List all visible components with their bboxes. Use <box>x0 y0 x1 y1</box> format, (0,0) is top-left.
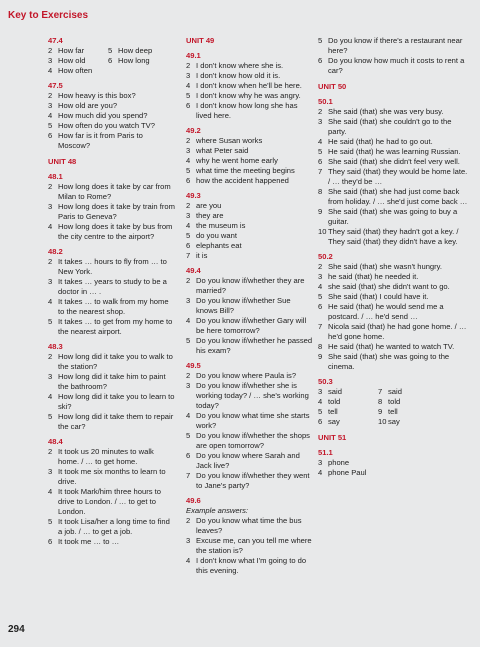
answer-item <box>318 352 468 372</box>
answer-item <box>318 147 468 157</box>
answer-text: It took me six months to learn to drive. <box>58 467 166 486</box>
answer-item <box>48 392 176 412</box>
answer-number: 5 <box>108 46 113 55</box>
answer-number: 5 <box>186 166 191 175</box>
answer-number: 3 <box>48 467 53 476</box>
exercise-heading: 49.6 <box>186 496 201 505</box>
answer-item <box>318 117 468 137</box>
answer-text: I don't know when he'll be here. <box>196 81 302 90</box>
answer-number: 6 <box>186 101 191 110</box>
answer-text: She said (that) she wasn't hungry. <box>328 262 443 271</box>
answer-number: 6 <box>318 157 323 166</box>
answer-item <box>48 317 176 337</box>
answer-text: Do you know if/whether Sue knows Bill? <box>196 296 291 315</box>
answer-pair <box>48 46 176 56</box>
answer-text: She said (that) she didn't feel very well. <box>328 157 460 166</box>
answer-number: 8 <box>378 397 383 406</box>
answer-text: She said (that) she was going to buy a guitar. <box>328 207 458 226</box>
answer-number: 5 <box>318 292 323 301</box>
answer-number: 5 <box>186 336 191 345</box>
answer-text: tell <box>388 407 398 416</box>
answer-item <box>48 517 176 537</box>
answer-text: told <box>388 397 401 406</box>
answer-number: 2 <box>48 352 53 361</box>
answer-text: It took us 20 minutes to walk home. / … to get home. <box>58 447 154 466</box>
answer-number: 4 <box>48 222 53 231</box>
answer-column-1 <box>48 36 176 547</box>
answer-pair <box>318 407 468 417</box>
answer-item <box>378 407 438 417</box>
answer-text: it is <box>196 251 208 260</box>
answer-item <box>186 176 314 186</box>
answer-number: 5 <box>318 407 323 416</box>
answer-number: 10 <box>378 417 387 426</box>
answer-number: 4 <box>186 411 191 420</box>
answer-item <box>186 431 314 451</box>
answer-item <box>318 157 468 167</box>
answer-item <box>318 56 468 76</box>
answer-pair <box>318 417 468 427</box>
answer-text: Do you know where Sarah and Jack live? <box>196 451 300 470</box>
answer-text: Do you know if/whether he passed his exam? <box>196 336 313 355</box>
answer-number: 7 <box>318 167 323 176</box>
answer-number: 9 <box>378 407 383 416</box>
answer-number: 6 <box>186 451 191 460</box>
answer-item <box>318 397 378 407</box>
answer-text: How long <box>118 56 150 65</box>
answer-number: 3 <box>318 458 323 467</box>
answer-number: 6 <box>186 176 191 185</box>
answer-text: say <box>388 417 400 426</box>
answer-number: 3 <box>48 277 53 286</box>
answer-number: 3 <box>186 296 191 305</box>
exercise-heading: 48.1 <box>48 172 63 181</box>
answer-item <box>48 66 176 76</box>
answer-item <box>48 56 108 66</box>
answer-text: How much did you spend? <box>58 111 148 120</box>
answer-text: It took Mark/him three hours to drive to London. / … to get to London. <box>58 487 161 516</box>
answer-text: She said (that) she couldn't go to the party. <box>328 117 452 136</box>
answer-item <box>378 417 438 427</box>
answer-item <box>48 131 176 151</box>
answer-text: She said (that) she had just come back from holiday. / … she'd just come back … <box>328 187 468 206</box>
answer-text: the museum is <box>196 221 246 230</box>
answer-number: 7 <box>186 471 191 480</box>
answer-item <box>186 471 314 491</box>
answer-number: 2 <box>48 182 53 191</box>
answer-item <box>186 221 314 231</box>
answer-text: elephants eat <box>196 241 242 250</box>
answer-number: 4 <box>48 487 53 496</box>
answer-item <box>186 381 314 411</box>
exercise-heading: 47.5 <box>48 81 63 90</box>
answer-number: 3 <box>48 101 53 110</box>
answer-text: Do you know if/whether they are married? <box>196 276 305 295</box>
answer-text: what Peter said <box>196 146 249 155</box>
answer-text: How deep <box>118 46 153 55</box>
answer-item <box>48 487 176 517</box>
exercise-heading: 49.5 <box>186 361 201 370</box>
answer-text: Do you know if/whether they went to Jane's party? <box>196 471 310 490</box>
answer-item <box>318 468 468 478</box>
answer-number: 3 <box>318 117 323 126</box>
answer-item <box>318 387 378 397</box>
answer-item <box>318 227 468 247</box>
answer-text: she said (that) she didn't want to go. <box>328 282 450 291</box>
answer-item <box>318 407 378 417</box>
answer-number: 5 <box>48 121 53 130</box>
answer-text: It takes … hours to fly from … to New York. <box>58 257 167 276</box>
answer-item <box>318 417 378 427</box>
answer-text: what time the meeting begins <box>196 166 295 175</box>
answer-item <box>48 352 176 372</box>
answer-item <box>318 137 468 147</box>
answer-number: 6 <box>48 537 53 546</box>
answer-number: 3 <box>186 211 191 220</box>
answer-item <box>186 201 314 211</box>
answer-item <box>318 262 468 272</box>
answer-text: How long does it take by car from Milan to Rome? <box>58 182 171 201</box>
answer-number: 2 <box>186 201 191 210</box>
answer-text: I don't know how old it is. <box>196 71 281 80</box>
answer-text: How far is it from Paris to Moscow? <box>58 131 143 150</box>
answer-item <box>48 91 176 101</box>
answer-text: phone Paul <box>328 468 367 477</box>
answer-number: 3 <box>186 381 191 390</box>
exercise-heading: 48.4 <box>48 437 63 446</box>
answer-number: 4 <box>186 556 191 565</box>
answer-text: She said (that) she was going to the cinema. <box>328 352 450 371</box>
exercise-heading: 47.4 <box>48 36 63 45</box>
answer-column-2 <box>186 36 314 576</box>
answer-item <box>48 467 176 487</box>
answer-item <box>318 207 468 227</box>
answer-item <box>318 187 468 207</box>
answer-number: 5 <box>186 431 191 440</box>
answer-number: 7 <box>378 387 383 396</box>
answer-text: Do you know what time the bus leaves? <box>196 516 302 535</box>
answer-number: 5 <box>186 91 191 100</box>
answer-number: 2 <box>48 91 53 100</box>
answer-text: told <box>328 397 341 406</box>
answer-text: they are <box>196 211 224 220</box>
exercise-heading: 50.1 <box>318 97 333 106</box>
answer-item <box>48 46 108 56</box>
answer-item <box>186 536 314 556</box>
exercise-heading: 49.2 <box>186 126 201 135</box>
answer-item <box>318 292 468 302</box>
exercise-heading: 49.1 <box>186 51 201 60</box>
answer-text: He said (that) he had to go out. <box>328 137 433 146</box>
answer-number: 3 <box>186 536 191 545</box>
unit-heading: UNIT 49 <box>186 36 215 45</box>
answer-item <box>186 336 314 356</box>
answer-item <box>186 556 314 576</box>
answer-number: 5 <box>48 412 53 421</box>
answer-text: I don't know where she is. <box>196 61 284 70</box>
answer-item <box>378 397 438 407</box>
answer-number: 4 <box>318 397 323 406</box>
answer-number: 9 <box>318 352 323 361</box>
answer-number: 3 <box>48 372 53 381</box>
exercise-heading: 48.3 <box>48 342 63 351</box>
answer-number: 2 <box>48 46 53 55</box>
answer-item <box>186 296 314 316</box>
answer-item <box>186 241 314 251</box>
answer-number: 7 <box>186 251 191 260</box>
answer-text: They said (that) they hadn't got a key. / They said (that) they didn't have a key. <box>328 227 459 246</box>
answer-item <box>186 156 314 166</box>
answer-text: How often <box>58 66 93 75</box>
answer-item <box>108 46 168 56</box>
answer-text: How old are you? <box>58 101 118 110</box>
answer-text: How heavy is this box? <box>58 91 136 100</box>
answer-number: 6 <box>108 56 113 65</box>
answer-number: 4 <box>48 66 53 75</box>
answer-item <box>48 257 176 277</box>
answer-number: 3 <box>186 71 191 80</box>
answer-number: 4 <box>48 111 53 120</box>
answer-number: 4 <box>318 468 323 477</box>
answer-number: 8 <box>318 342 323 351</box>
answer-text: Do you know where Paula is? <box>196 371 297 380</box>
answer-text: Do you know if/whether she is working today? / … she's working today? <box>196 381 309 410</box>
answer-number: 2 <box>186 276 191 285</box>
answer-number: 2 <box>318 107 323 116</box>
answer-item <box>186 146 314 156</box>
exercise-heading: 49.3 <box>186 191 201 200</box>
answer-item <box>48 121 176 131</box>
answer-item <box>318 107 468 117</box>
answer-number: 2 <box>186 61 191 70</box>
answer-text: say <box>328 417 340 426</box>
answer-item <box>48 222 176 242</box>
answer-number: 5 <box>186 231 191 240</box>
unit-heading: UNIT 50 <box>318 82 347 91</box>
answer-item <box>318 342 468 352</box>
answer-item <box>48 101 176 111</box>
answer-number: 4 <box>48 297 53 306</box>
answer-text: How long does it take by bus from the city centre to the airport? <box>58 222 173 241</box>
answer-number: 2 <box>186 516 191 525</box>
answer-item <box>48 412 176 432</box>
answer-number: 4 <box>318 282 323 291</box>
answer-item <box>186 91 314 101</box>
answer-text: He said (that) he wanted to watch TV. <box>328 342 455 351</box>
answer-text: why he went home early <box>196 156 278 165</box>
answer-item <box>186 316 314 336</box>
answer-text: He said (that) he was learning Russian. <box>328 147 461 156</box>
answer-text: They said (that) they would be home late. / … they'd be … <box>328 167 468 186</box>
answer-item <box>378 387 438 397</box>
answer-number: 6 <box>318 302 323 311</box>
answer-item <box>186 371 314 381</box>
answer-number: 6 <box>318 417 323 426</box>
answer-text: said <box>388 387 402 396</box>
answer-number: 4 <box>318 137 323 146</box>
answer-number: 2 <box>48 447 53 456</box>
answer-text: Nicola said (that) he had gone home. / … he'd gone home. <box>328 322 467 341</box>
answer-item <box>186 231 314 241</box>
answer-number: 6 <box>318 56 323 65</box>
answer-number: 9 <box>318 207 323 216</box>
answer-number: 2 <box>186 371 191 380</box>
answer-text: She said (that) I could have it. <box>328 292 429 301</box>
answer-item <box>48 297 176 317</box>
answer-item <box>318 282 468 292</box>
answer-item <box>318 36 468 56</box>
answer-item <box>48 277 176 297</box>
exercise-heading: 48.2 <box>48 247 63 256</box>
answer-item <box>186 516 314 536</box>
answer-number: 5 <box>318 147 323 156</box>
answer-text: do you want <box>196 231 237 240</box>
answer-text: Do you know if there's a restaurant near here? <box>328 36 463 55</box>
exercise-heading: 50.3 <box>318 377 333 386</box>
answer-text: It takes … to walk from my home to the nearest shop. <box>58 297 169 316</box>
answer-text: how the accident happened <box>196 176 289 185</box>
answer-number: 4 <box>186 156 191 165</box>
unit-heading: UNIT 51 <box>318 433 347 442</box>
example-label: Example answers: <box>186 506 249 515</box>
answer-item <box>186 276 314 296</box>
answer-number: 2 <box>186 136 191 145</box>
answer-pair <box>318 387 468 397</box>
answer-number: 4 <box>48 392 53 401</box>
answer-text: How long did it take you to learn to ski? <box>58 392 175 411</box>
answer-text: How long does it take by train from Paris to Geneva? <box>58 202 175 221</box>
answer-number: 7 <box>318 322 323 331</box>
answer-text: It took me … to … <box>58 537 120 546</box>
answer-number: 4 <box>186 221 191 230</box>
answer-text: How old <box>58 56 86 65</box>
answer-item <box>186 81 314 91</box>
answer-text: How long did it take you to walk to the station? <box>58 352 173 371</box>
answer-item <box>318 302 468 322</box>
answer-item <box>48 202 176 222</box>
answer-text: said <box>328 387 342 396</box>
exercise-heading: 49.4 <box>186 266 201 275</box>
answer-item <box>48 372 176 392</box>
answer-item <box>186 101 314 121</box>
answer-number: 5 <box>318 36 323 45</box>
answer-number: 4 <box>186 316 191 325</box>
answer-text: where Susan works <box>196 136 263 145</box>
answer-text: Excuse me, can you tell me where the station is? <box>196 536 312 555</box>
answer-item <box>318 272 468 282</box>
answer-item <box>48 537 176 547</box>
answer-text: I don't know how long she has lived here. <box>196 101 298 120</box>
answer-item <box>186 251 314 261</box>
answer-text: I don't know what I'm going to do this evening. <box>196 556 307 575</box>
answer-number: 5 <box>48 517 53 526</box>
answer-number: 4 <box>186 81 191 90</box>
answer-text: Do you know how much it costs to rent a car? <box>328 56 465 75</box>
answer-text: Do you know if/whether Gary will be here tomorrow? <box>196 316 307 335</box>
answer-pair <box>48 56 176 66</box>
answer-text: he said (that) he needed it. <box>328 272 419 281</box>
answer-text: It takes … to get from my home to the nearest airport. <box>58 317 173 336</box>
answer-number: 6 <box>186 241 191 250</box>
answer-item <box>186 71 314 81</box>
answer-number: 3 <box>48 56 53 65</box>
answer-item <box>186 61 314 71</box>
answer-number: 2 <box>48 257 53 266</box>
answer-item <box>318 458 468 468</box>
answer-item <box>108 56 168 66</box>
answer-number: 3 <box>318 387 323 396</box>
answer-item <box>186 411 314 431</box>
answer-item <box>186 451 314 471</box>
answer-item <box>48 111 176 121</box>
answer-number: 3 <box>186 146 191 155</box>
answer-text: tell <box>328 407 338 416</box>
answer-item <box>186 136 314 146</box>
answer-text: He said (that) he would send me a postcard. / … he'd send … <box>328 302 444 321</box>
exercise-heading: 50.2 <box>318 252 333 261</box>
answer-item <box>318 167 468 187</box>
answer-item <box>48 182 176 202</box>
answer-number: 6 <box>48 131 53 140</box>
answer-number: 8 <box>318 187 323 196</box>
answer-text: How long did it take them to repair the car? <box>58 412 174 431</box>
answer-text: How far <box>58 46 85 55</box>
answer-text: are you <box>196 201 222 210</box>
answer-number: 3 <box>48 202 53 211</box>
exercise-heading: 51.1 <box>318 448 333 457</box>
answer-pair <box>318 397 468 407</box>
answer-text: It took Lisa/her a long time to find a job. / … to get a job. <box>58 517 170 536</box>
answer-text: phone <box>328 458 350 467</box>
page-number: 294 <box>8 624 25 635</box>
answer-number: 2 <box>318 262 323 271</box>
unit-heading: UNIT 48 <box>48 157 77 166</box>
answer-item <box>318 322 468 342</box>
answer-text: Do you know if/whether the shops are open tomorrow? <box>196 431 310 450</box>
answer-text: I don't know why he was angry. <box>196 91 301 100</box>
answer-text: How long did it take him to paint the bathroom? <box>58 372 166 391</box>
answer-number: 5 <box>48 317 53 326</box>
answer-number: 3 <box>318 272 323 281</box>
answer-item <box>48 447 176 467</box>
answer-item <box>186 211 314 221</box>
answer-text: Do you know what time she starts work? <box>196 411 310 430</box>
answer-number: 10 <box>318 227 327 236</box>
answer-text: She said (that) she was very busy. <box>328 107 444 116</box>
answer-item <box>186 166 314 176</box>
answer-text: How often do you watch TV? <box>58 121 155 130</box>
answer-text: It takes … years to study to be a doctor in … . <box>58 277 167 296</box>
answer-column-3 <box>318 36 468 478</box>
page-title: Key to Exercises <box>8 10 89 21</box>
